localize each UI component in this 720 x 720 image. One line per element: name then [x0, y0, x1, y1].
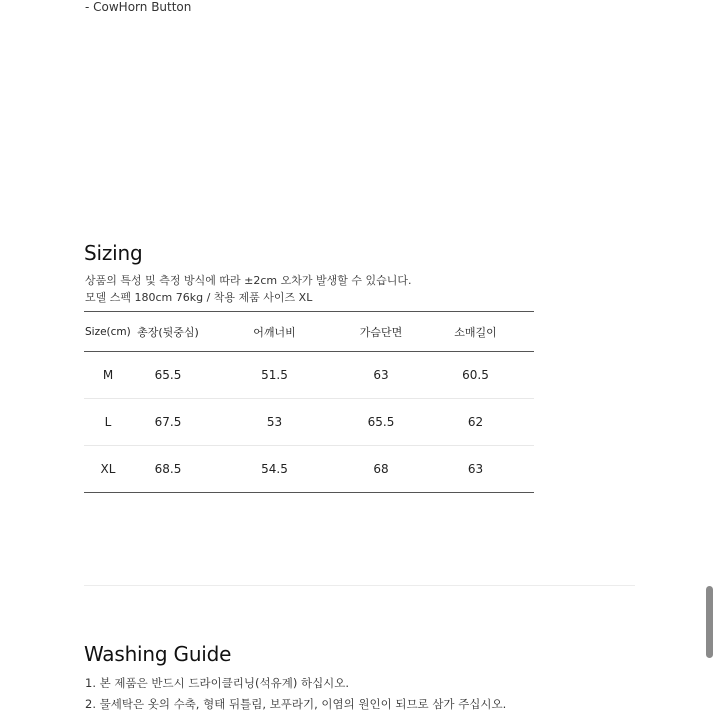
cell-size: M [84, 352, 132, 399]
header-size: Size(cm) [84, 312, 132, 352]
cell-shoulder-width: 53 [204, 399, 345, 446]
cell-total-length: 68.5 [154, 462, 182, 476]
material-button-line: - CowHorn Button [85, 0, 192, 14]
header-shoulder-width: 어깨너비 [204, 312, 345, 352]
table-row [84, 446, 534, 493]
sizing-title: Sizing [84, 241, 143, 265]
table-row [84, 352, 534, 399]
sizing-tolerance-note: 상품의 특성 및 측정 방식에 따라 ±2cm 오차가 발생할 수 있습니다. [85, 274, 412, 287]
washing-guide-item: 2. 물세탁은 옷의 수축, 형태 뒤틀림, 보푸라기, 이염의 원인이 되므로 삼가 주십시오. [85, 697, 507, 711]
cell-chest-width: 65.5 [345, 399, 417, 446]
size-table-header-row [84, 312, 534, 352]
cell-chest-width: 68 [373, 462, 389, 476]
size-table [84, 311, 534, 493]
section-divider [84, 585, 635, 586]
cell-sleeve-length: 63 [467, 462, 484, 476]
cell-chest-width: 63 [345, 352, 417, 399]
cell-shoulder-width: 54.5 [261, 462, 288, 476]
washing-guide-title: Washing Guide [84, 642, 232, 666]
cell-total-length: 65.5 [132, 352, 204, 399]
washing-guide-item: 1. 본 제품은 반드시 드라이클리닝(석유계) 하십시오. [85, 676, 350, 690]
cell-sleeve-length: 62 [417, 399, 534, 446]
header-sleeve-length: 소매길이 [417, 312, 534, 352]
cell-total-length: 67.5 [132, 399, 204, 446]
sizing-model-note: 모델 스펙 180cm 76kg / 착용 제품 사이즈 XL [85, 291, 313, 304]
cell-shoulder-width: 51.5 [204, 352, 345, 399]
table-row [84, 399, 534, 446]
header-chest-width: 가슴단면 [345, 312, 417, 352]
header-total-length: 총장(뒷중심) [132, 312, 204, 352]
cell-size: L [84, 399, 132, 446]
cell-sleeve-length: 60.5 [417, 352, 534, 399]
scrollbar-thumb[interactable] [706, 586, 713, 658]
cell-size: XL [100, 462, 116, 476]
